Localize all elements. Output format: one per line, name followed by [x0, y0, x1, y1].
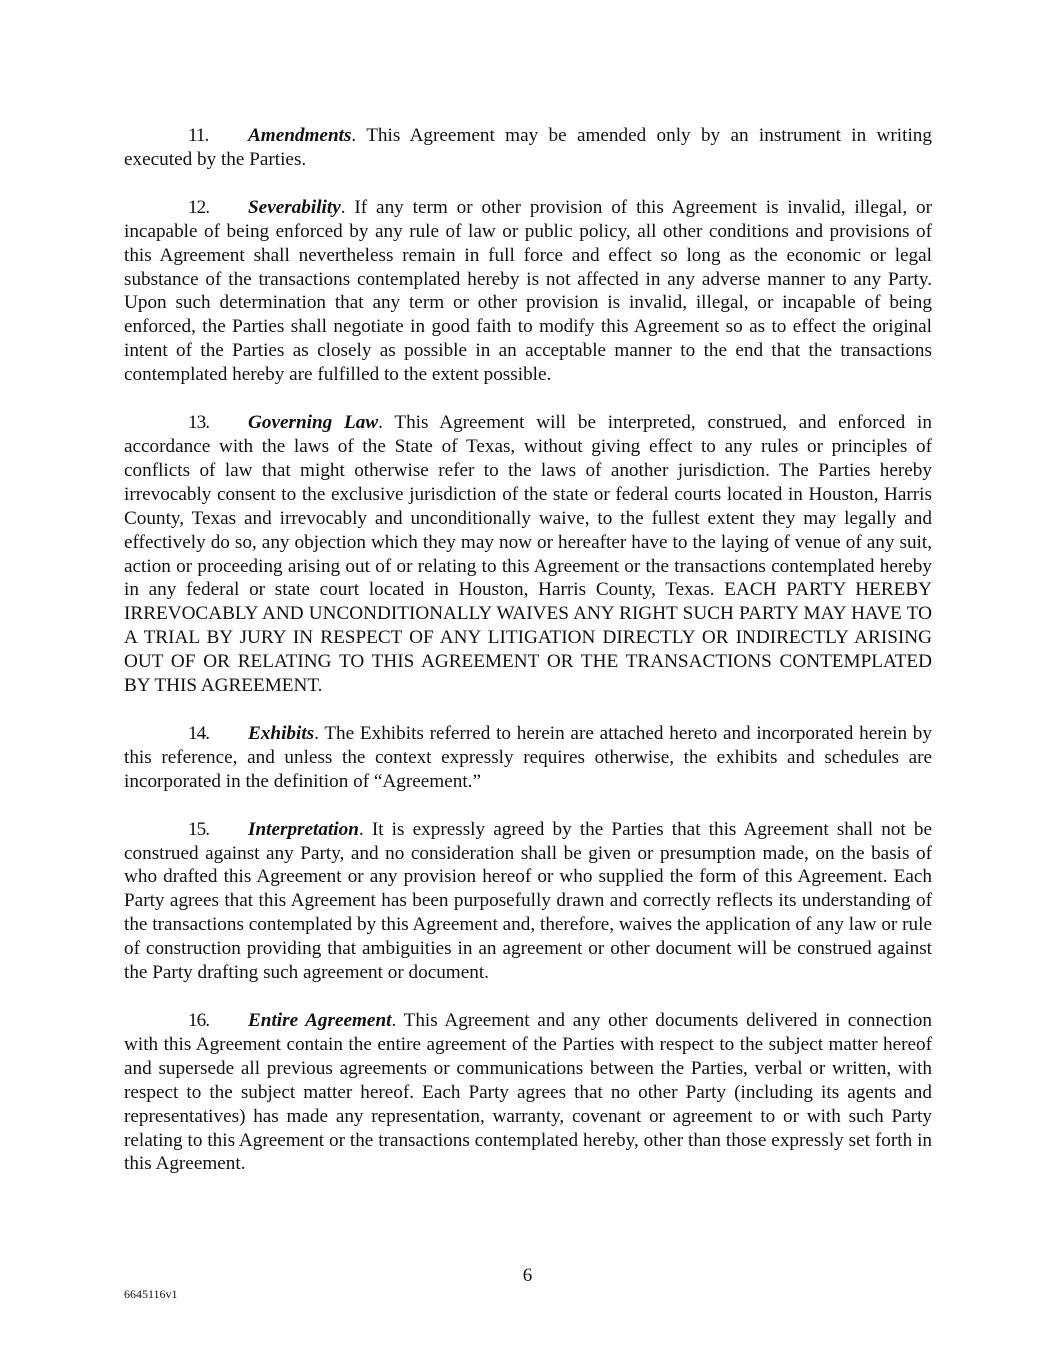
section-heading: Entire Agreement	[248, 1010, 392, 1031]
section-number: 11.	[188, 125, 209, 146]
section-number: 15.	[188, 818, 209, 840]
document-page	[124, 124, 932, 1200]
section-heading: Severability	[248, 196, 341, 218]
section-entire-agreement	[124, 1009, 932, 1176]
section-heading: Amendments	[248, 125, 352, 146]
section-heading: Exhibits	[248, 722, 315, 744]
section-number: 12.	[188, 196, 209, 218]
section-interpretation	[124, 818, 932, 985]
section-governing-law	[124, 411, 932, 698]
section-number: 16.	[188, 1010, 209, 1031]
document-id: 6645116v1	[124, 1287, 178, 1301]
section-amendments	[124, 124, 932, 172]
section-body: . It is expressly agreed by the Parties that this Agreement shall not be construed against any Party, and no consideration shall be given or presumption made, on the basis of who drafted this Agreement or any provision hereof or who supplied the form of this Agreement. Each Party agrees that this Agreement has been purposefully drawn and correctly reflects its understanding of the transactions contemplated by this Agreement and, therefore, waives the application of any law or rule of construction providing that ambiguities in an agreement or other document will be construed against the Party drafting such agreement or document.	[124, 818, 932, 984]
section-body: . The Exhibits referred to herein are attached hereto and incorporated herein by this reference, and unless the context expressly requires otherwise, the exhibits and schedules are incorporated in the definition of “Agreement.”	[124, 722, 932, 792]
section-body: . This Agreement and any other documents delivered in connection with this Agreement contain the entire agreement of the Parties with respect to the subject matter hereof and supersede all previous agreements or communications between the Parties, verbal or written, with respect to the subject matter hereof. Each Party agrees that no other Party (including its agents and representatives) has made any representation, warranty, covenant or agreement to or with such Party relating to this Agreement or the transactions contemplated hereby, other than those expressly set forth in this Agreement.	[124, 1010, 932, 1175]
section-body: . This Agreement may be amended only by an instrument in writing executed by the Parties.	[124, 125, 932, 170]
section-exhibits	[124, 722, 932, 794]
section-number: 13.	[188, 412, 209, 434]
page-number: 6	[522, 1265, 533, 1286]
section-number: 14.	[188, 722, 209, 744]
section-heading: Interpretation	[248, 818, 359, 840]
section-body: . If any term or other provision of this Agreement is invalid, illegal, or incapable of being enforced by any rule of law or public policy, all other conditions and provisions of this Agreement shall nevertheless remain in full force and effect so long as the economic or legal substance of the transactions contemplated hereby is not affected in any adverse manner to any Party. Upon such determination that any term or other provision is invalid, illegal, or incapable of being enforced, the Parties shall negotiate in good faith to modify this Agreement so as to effect the original intent of the Parties as closely as possible in an acceptable manner to the end that the transactions contemplated hereby are fulfilled to the extent possible.	[124, 196, 932, 386]
section-severability	[124, 196, 932, 387]
section-body: . This Agreement will be interpreted, construed, and enforced in accordance with the laws of the State of Texas, without giving effect to any rules or principles of conflicts of law that might otherwise refer to the laws of another jurisdiction. The Parties hereby irrevocably consent to the exclusive jurisdiction of the state or federal courts located in Houston, Harris County, Texas and irrevocably and unconditionally waive, to the fullest extent they may legally and effectively do so, any objection which they may now or hereafter have to the laying of venue of any suit, action or proceeding arising out of or relating to this Agreement or the transactions contemplated hereby in any federal or state court located in Houston, Harris County, Texas. EACH PARTY HEREBY IRREVOCABLY AND UNCONDITIONALLY WAIVES ANY RIGHT SUCH PARTY MAY HAVE TO A TRIAL BY JURY IN RESPECT OF ANY LITIGATION DIRECTLY OR INDIRECTLY ARISING OUT OF OR RELATING TO THIS AGREEMENT OR THE TRANSACTIONS CONTEMPLATED BY THIS AGREEMENT.	[124, 412, 932, 697]
section-heading: Governing Law	[248, 412, 379, 434]
